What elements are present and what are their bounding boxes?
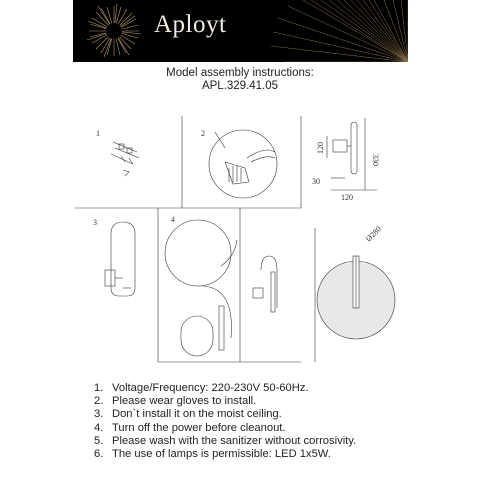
- instructions-title: Model assembly instructions:: [166, 67, 314, 79]
- panel-number-3: 3: [93, 218, 97, 227]
- panel-number-2: 2: [201, 129, 205, 138]
- dimension-offset: 30: [312, 177, 320, 186]
- wiring-illustration: [209, 130, 277, 198]
- wall-installation-illustration: [105, 222, 135, 296]
- dimension-height: 330: [371, 154, 380, 166]
- instructions-list: [94, 382, 356, 461]
- diffuser-disc-drawing: [317, 256, 395, 339]
- lamp-assembly-illustration: [165, 220, 237, 356]
- instruction-item: 3. Don`t install it on the moist ceiling.: [94, 408, 282, 421]
- instruction-item: 6. The use of lamps is permissible: LED 1x5W.: [94, 448, 331, 461]
- brand-logo-text: Aployt: [154, 11, 227, 38]
- assembly-diagram: [75, 108, 405, 370]
- mounting-hardware-illustration: [111, 142, 139, 176]
- instruction-item: 2. Please wear gloves to install.: [94, 395, 257, 408]
- instruction-item: 5. Please wash with the sanitizer without corrosivity.: [94, 434, 357, 447]
- panel-number-1: 1: [96, 129, 100, 138]
- model-number: APL.329.41.05: [201, 80, 279, 92]
- side-view-drawing: [327, 118, 377, 190]
- front-view-drawing: [253, 256, 277, 312]
- instruction-item: 4. Turn off the power before cleanout.: [94, 421, 286, 434]
- dimension-depth: 120: [316, 142, 325, 154]
- panel-number-4: 4: [171, 215, 175, 224]
- dimension-width: 120: [341, 193, 353, 202]
- instruction-item: 1. Voltage/Frequency: 220-230V 50-60Hz.: [94, 382, 309, 394]
- dimension-diameter: Ø280: [364, 224, 383, 244]
- brand-header: [73, 0, 408, 62]
- sunburst-logo-icon: [73, 0, 408, 62]
